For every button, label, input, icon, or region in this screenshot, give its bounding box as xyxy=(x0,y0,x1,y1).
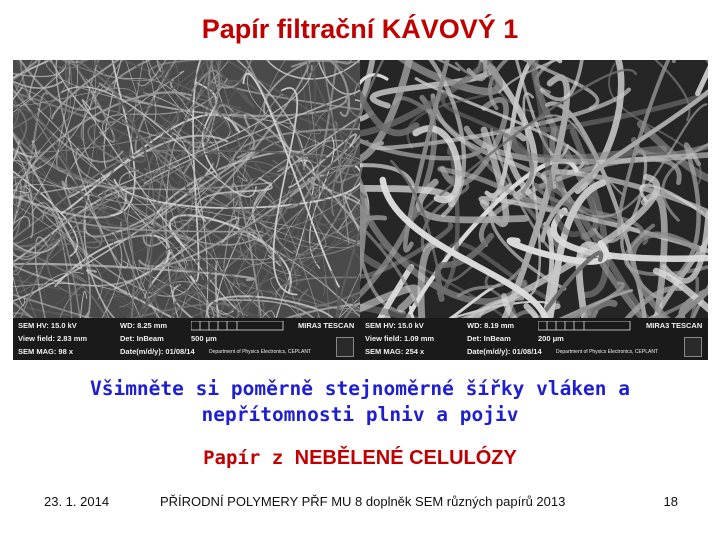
observation-line-1: Všimněte si poměrně stejnoměrné šířky vláken a xyxy=(89,377,631,400)
footer-course: PŘÍRODNÍ POLYMERY PŘF MU 8 doplněk SEM různých papírů 2013 xyxy=(160,494,566,509)
sem-date: Date(m/d/y): 01/08/14 xyxy=(467,347,542,356)
slide-title: Papír filtrační KÁVOVÝ 1 xyxy=(201,14,519,44)
sem-scale: 200 μm xyxy=(538,334,564,343)
paper-type-caps: NEBĚLENÉ CELULÓZY xyxy=(294,447,517,469)
footer-date: 23. 1. 2014 xyxy=(44,494,110,509)
slide-number: 18 xyxy=(663,494,678,509)
sem-detector: Det: InBeam xyxy=(120,334,164,343)
sem-date: Date(m/d/y): 01/08/14 xyxy=(120,347,195,356)
sem-wd: WD: 8.19 mm xyxy=(467,321,515,330)
sem-detector: Det: InBeam xyxy=(467,334,511,343)
sem-databar-left xyxy=(13,318,360,360)
sem-mag: SEM MAG: 98 x xyxy=(18,347,74,356)
sem-databar-right xyxy=(360,318,708,360)
sem-dept: Department of Physics Electronics, CEPLANT xyxy=(209,349,311,355)
observation-line-2: nepřítomnosti plniv a pojiv xyxy=(201,403,519,426)
sem-view-field: View field: 1.09 mm xyxy=(365,334,435,343)
sem-dept: Department of Physics Electronics, CEPLANT xyxy=(556,349,658,355)
sem-wd: WD: 8.25 mm xyxy=(120,321,168,330)
sem-hv: SEM HV: 15.0 kV xyxy=(18,321,77,330)
sem-micrograph-right xyxy=(360,60,708,318)
observation-note xyxy=(0,376,720,428)
paper-type-prefix: Papír z xyxy=(203,447,295,469)
scale-bar xyxy=(538,321,638,331)
sem-micrograph-left xyxy=(13,60,360,318)
sem-view-field: View field: 2.83 mm xyxy=(18,334,88,343)
sem-image-right xyxy=(360,60,708,360)
sem-scale: 500 μm xyxy=(191,334,217,343)
sem-brand: MIRA3 TESCAN xyxy=(646,321,703,330)
sem-brand: MIRA3 TESCAN xyxy=(298,321,355,330)
scale-bar xyxy=(191,321,291,331)
paper-type-note xyxy=(0,447,720,470)
sem-image-left xyxy=(13,60,360,360)
sem-mag: SEM MAG: 254 x xyxy=(365,347,425,356)
sem-hv: SEM HV: 15.0 kV xyxy=(365,321,424,330)
tescan-logo-icon xyxy=(336,337,354,357)
tescan-logo-icon xyxy=(684,337,702,357)
